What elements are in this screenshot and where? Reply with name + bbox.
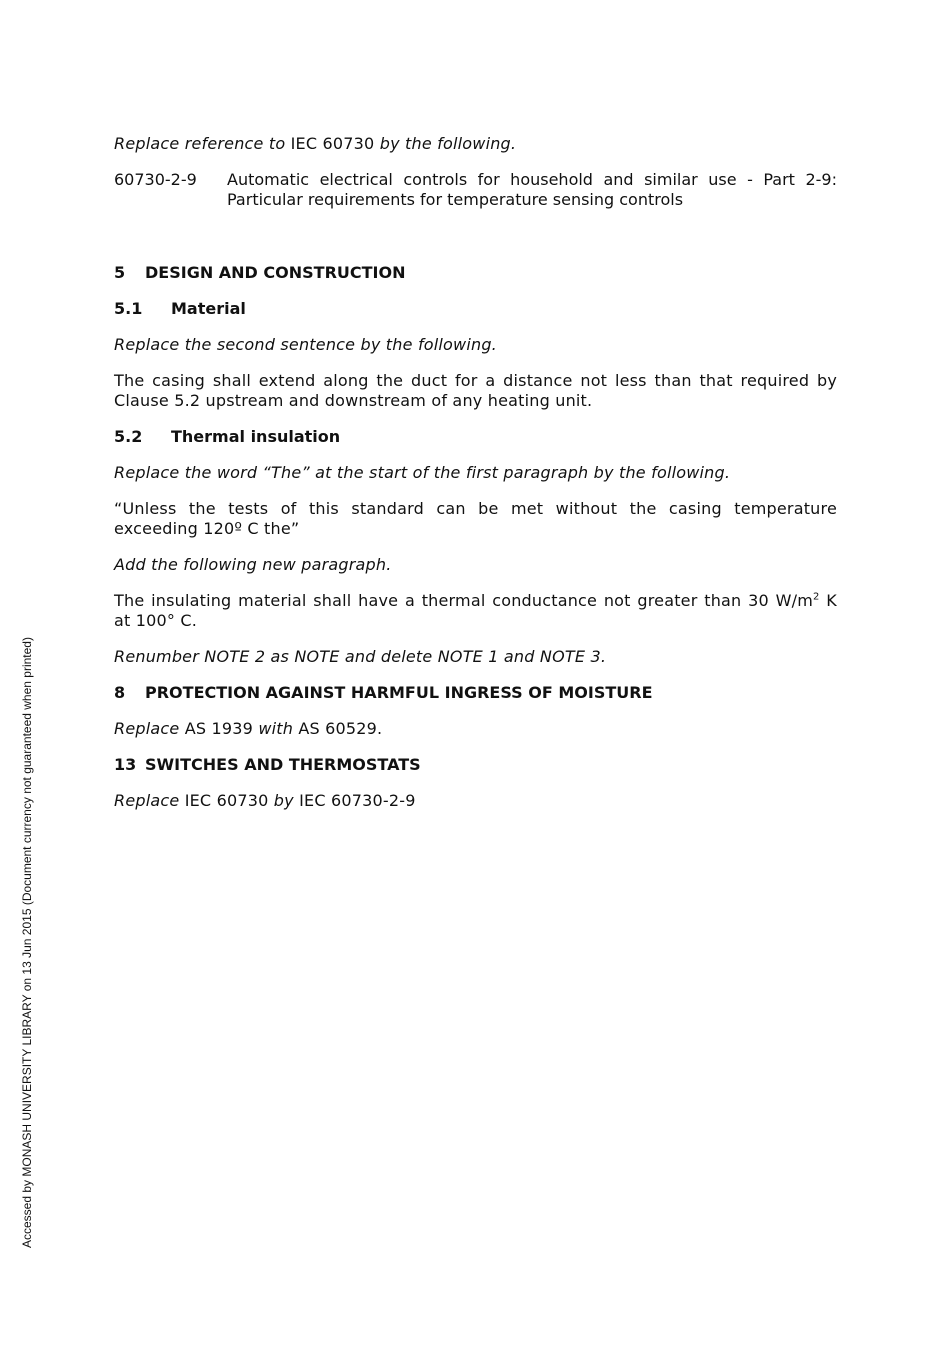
clause-5-1-heading [114,299,837,319]
clause-title: Thermal insulation [171,427,341,446]
instruction-tail: by the following. [374,134,517,153]
section-13-instruction [114,791,837,811]
instruction-mid: by [273,791,294,810]
section-number: 5 [114,263,126,282]
instruction-mid: with [258,719,294,738]
section-title: DESIGN AND CONSTRUCTION [145,263,406,282]
text-fragment: The insulating material shall have a thermal conductance not greater than 30 W/m [114,591,813,610]
text-line [114,591,837,611]
clause-5-1-instruction: Replace the second sentence by the following. [114,335,497,354]
section-8-instruction [114,719,837,739]
clause-5-2-quote [114,499,837,539]
instruction-lead: Replace [114,791,180,810]
section-number: 13 [114,755,137,774]
instruction-lead: Replace reference to [114,134,291,153]
spacer [114,226,837,263]
reference-entry [114,170,837,210]
access-watermark: Accessed by MONASH UNIVERSITY LIBRARY on 13 Jun 2015 (Document currency not guaranteed when printed) [20,637,34,1248]
text-line: The casing shall extend along the duct for a distance not less than that required by [114,371,837,390]
section-title: SWITCHES AND THERMOSTATS [145,755,421,774]
clause-number: 5.2 [114,427,143,446]
clause-title: Material [171,299,246,318]
text-line: exceeding 120º C the” [114,519,300,538]
section-number: 8 [114,683,126,702]
new-reference: AS 60529. [293,719,383,738]
text-fragment: K [819,591,837,610]
clause-5-2-heading [114,427,837,447]
old-reference: IEC 60730 [179,791,274,810]
clause-5-2-add-instruction: Add the following new paragraph. [114,555,392,574]
reference-code: IEC 60730 [290,134,375,153]
section-title: PROTECTION AGAINST HARMFUL INGRESS OF MOISTURE [145,683,653,702]
old-reference: AS 1939 [179,719,259,738]
text-line: “Unless the tests of this standard can be met without the casing temperature [114,499,837,518]
section-5-heading [114,263,837,283]
instruction-lead: Replace [114,719,180,738]
section-8-heading [114,683,837,703]
text-line: at 100° C. [114,611,198,630]
clause-5-2-new-paragraph [114,591,837,631]
text-line: Clause 5.2 upstream and downstream of any heating unit. [114,391,593,410]
section-13-heading [114,755,837,775]
reference-title-line1: Automatic electrical controls for household and similar use - Part 2-9: [227,170,837,189]
reference-instruction [114,134,837,154]
superscript: 2 [813,591,820,603]
clause-number: 5.1 [114,299,143,318]
reference-number: 60730-2-9 [114,170,197,189]
reference-title-line2: Particular requirements for temperature sensing controls [227,190,684,209]
clause-5-2-instruction: Replace the word “The” at the start of the first paragraph by the following. [114,463,731,482]
clause-5-2-renumber-instruction: Renumber NOTE 2 as NOTE and delete NOTE 1 and NOTE 3. [114,647,607,666]
reference-title [227,170,837,210]
document-page [114,134,837,827]
clause-5-1-text [114,371,837,411]
new-reference: IEC 60730-2-9 [293,791,416,810]
